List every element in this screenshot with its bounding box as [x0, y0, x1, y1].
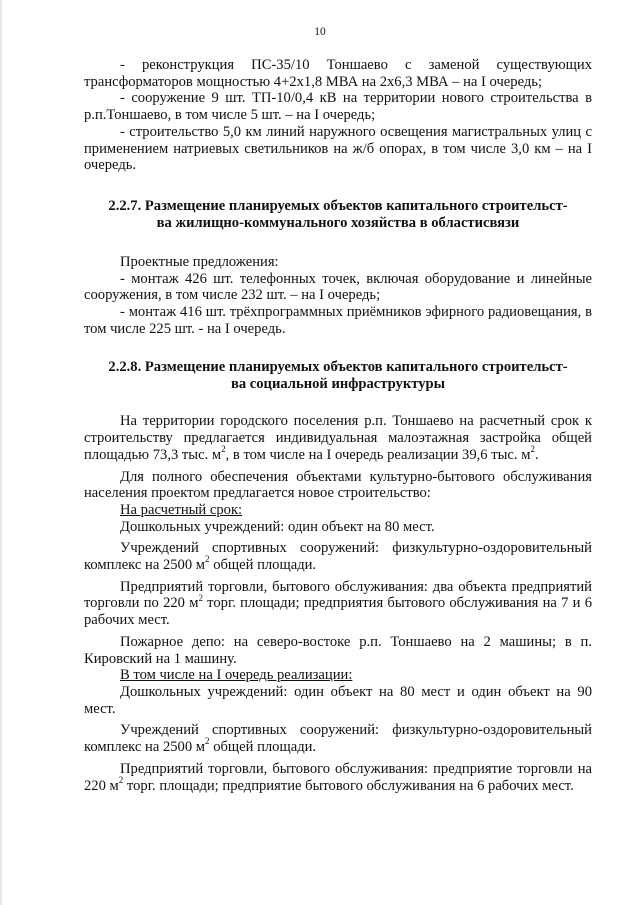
paragraph-telephone-points: - монтаж 426 шт. телефонных точек, включая оборудование и линейные сооружения, в том числе 232 шт. – на I очередь;	[84, 270, 592, 304]
superscript: 2	[221, 443, 226, 454]
paragraph-radio-receivers: - монтаж 416 шт. трёхпрограммных приёмников эфирного радиовещания, в том числе 225 шт. - на I очередь.	[84, 304, 592, 337]
paragraph-substation: - реконструкция ПС-35/10 Тоншаево с заменой существующих трансформаторов мощностью 4+2х1,8 МВА на 2х6,3 МВА – на I очередь;	[84, 57, 592, 90]
scan-edge	[0, 0, 2, 905]
superscript: 2	[198, 592, 203, 603]
page-number: 10	[314, 26, 326, 38]
paragraph-trade-design: Предприятий торговли, бытового обслуживания: два объекта предприятий торговли по 220 $м^2$ торг. площади; предприятия бытового обслуживания на 7 и 6 рабочих мест.	[84, 578, 592, 629]
paragraph-street-lighting: - строительство 5,0 км линий наружного освещения магистральных улиц с применением натриевых светильников на ж/б опорах, в том числе 3,0 км – на I очередь.	[84, 123, 592, 174]
paragraph-sports-design: Учреждений спортивных сооружений: физкультурно-оздоровительный комплекс на 2500 $м^2$ общей площади.	[84, 540, 592, 574]
paragraph-transformer-points: - сооружение 9 шт. ТП-10/0,4 кВ на территории нового строительства в р.п.Тоншаево, в том числе 5 шт. – на I очередь;	[84, 90, 592, 124]
heading-line: ва социальной инфраструктуры	[230, 376, 446, 393]
subheading-design-period: На расчетный срок:	[120, 501, 243, 518]
superscript: 2	[205, 554, 210, 565]
paragraph-sports-first-stage: Учреждений спортивных сооружений: физкультурно-оздоровительный комплекс на 2500 $м^2$ общей площади.	[84, 722, 592, 756]
document-body	[84, 57, 592, 794]
section-heading-2-2-8	[84, 359, 592, 393]
paragraph-fire-depot: Пожарное депо: на северо-востоке р.п. Тоншаево на 2 машины; в п. Кировский на 1 машину.	[84, 633, 592, 667]
paragraph-preschool-design: Дошкольных учреждений: один объект на 80 мест.	[120, 518, 435, 535]
paragraph-new-construction: Для полного обеспечения объектами культурно-бытового обслуживания населения проектом предлагается новое строительство:	[84, 468, 592, 502]
paragraph-trade-first-stage: Предприятий торговли, бытового обслуживания: предприятие торговли на 220 $м^2$ торг. площади; предприятие бытового обслуживания на 6 рабочих мест.	[84, 760, 592, 794]
heading-line: 2.2.7. Размещение планируемых объектов капитального строительст-	[108, 197, 568, 214]
paragraph-preschool-first-stage: Дошкольных учреждений: один объект на 80 мест и один объект на 90 мест.	[84, 683, 592, 717]
paragraph-proposals-label: Проектные предложения:	[120, 253, 279, 270]
superscript: 2	[205, 736, 210, 747]
superscript: 2	[530, 443, 535, 454]
section-heading-2-2-7	[84, 198, 592, 232]
subheading-first-stage: В том числе на I очередь реализации:	[120, 667, 353, 684]
paragraph-residential-development: На территории городского поселения р.п. Тоншаево на расчетный срок к строительству предлагается индивидуальная малоэтажная застройка общей площадью 73,3 тыс. $м^2$, в том числе на I очередь реализации 39,6 тыс. $м^2$.	[84, 413, 592, 463]
superscript: 2	[118, 774, 124, 785]
heading-line: ва жилищно-коммунального хозяйства в областисвязи	[156, 214, 520, 231]
heading-line: 2.2.8. Размещение планируемых объектов капитального строительст-	[108, 359, 568, 376]
